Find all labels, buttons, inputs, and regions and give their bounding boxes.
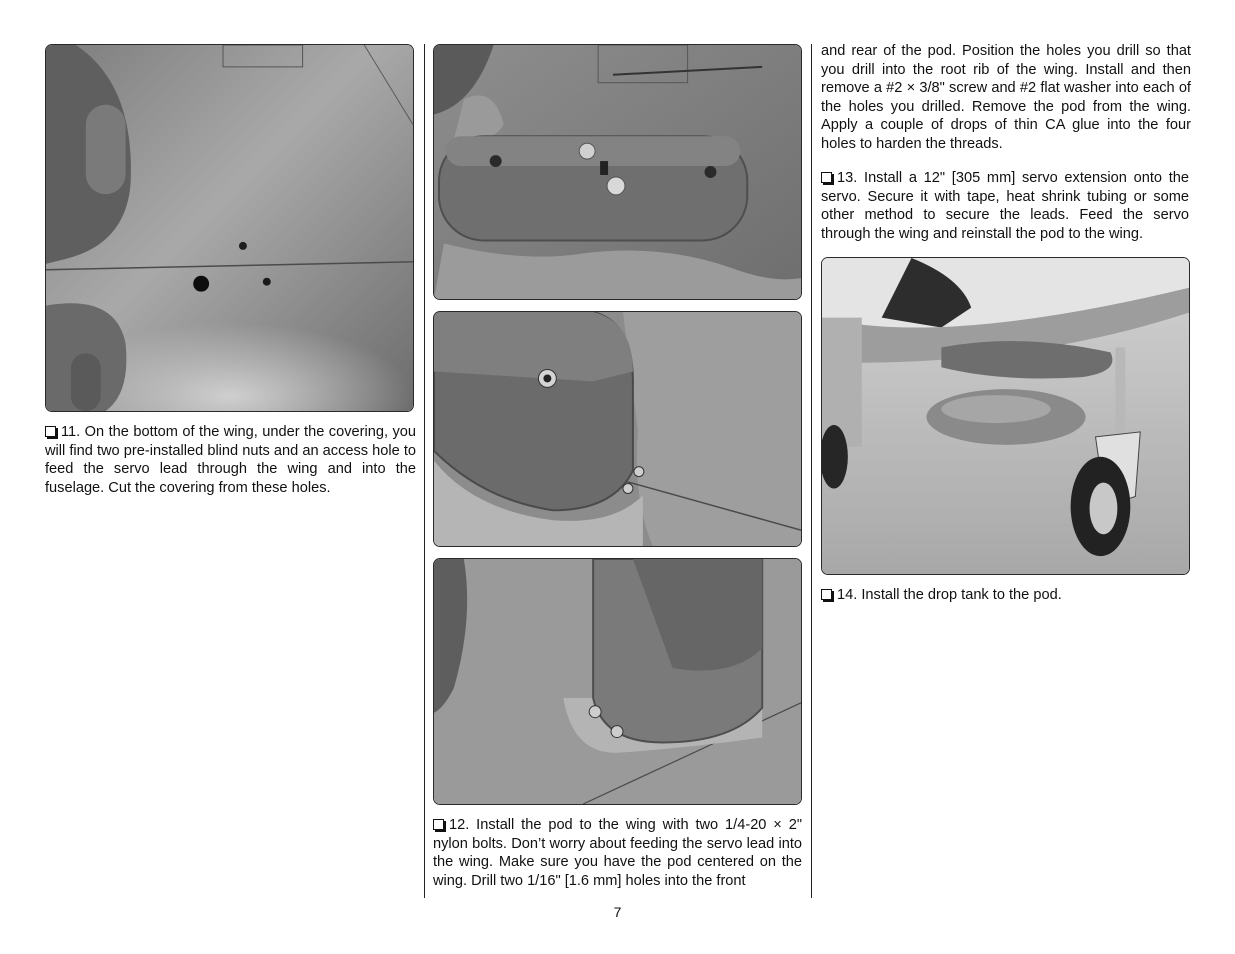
step-11-text: On the bottom of the wing, under the covering, you will find two pre-installed blind nuts and an access hole to feed the servo lead through the wing and into the fuselage. Cut the covering from these holes. [45,424,416,496]
step-13-text: Install a 12" [305 mm] servo extension onto the servo. Secure it with tape, heat shrink tubing or some other method to secure the leads. Feed the servo through the wing and reinstall the pod to the wing. [821,170,1189,242]
step-12-continued-text: and rear of the pod. Position the holes you drill so that you drill into the root rib of the wing. Install and then remove a #2 × 3/8" screw and #2 flat washer into each of the holes you drilled. Remove the pod from the wing. Apply a couple of drops of thin CA glue into the four holes to harden the threads. [821,43,1191,152]
step-14 [821,586,1189,605]
step-12-continued [821,42,1191,154]
step-12 [433,816,802,890]
column-divider-left [424,44,425,898]
step-11 [45,423,416,497]
photo-drop-tank-installed [821,257,1190,575]
photo-pod-front-screws [433,311,802,547]
step-14-text: Install the drop tank to the pod. [861,587,1062,603]
step-13-number: 13. [837,170,858,186]
photo-pod-rear-screws [433,558,802,805]
checkbox-icon [433,819,444,830]
photo-wing-bottom-holes [45,44,414,412]
checkbox-icon [821,589,832,600]
photo-pod-on-wing-top [433,44,802,300]
step-12-number: 12. [449,817,470,833]
step-12-text: Install the pod to the wing with two 1/4-20 × 2" nylon bolts. Don’t worry about feeding the servo lead into the wing. Make sure you have the pod centered on the wing. Drill two 1/16" [1.6 mm] holes into the front [433,817,802,889]
step-13 [821,169,1189,243]
step-14-number: 14. [837,587,858,603]
page-number: 7 [613,904,622,920]
checkbox-icon [821,172,832,183]
step-11-number: 11. [61,424,81,440]
checkbox-icon [45,426,56,437]
column-divider-right [811,44,812,898]
